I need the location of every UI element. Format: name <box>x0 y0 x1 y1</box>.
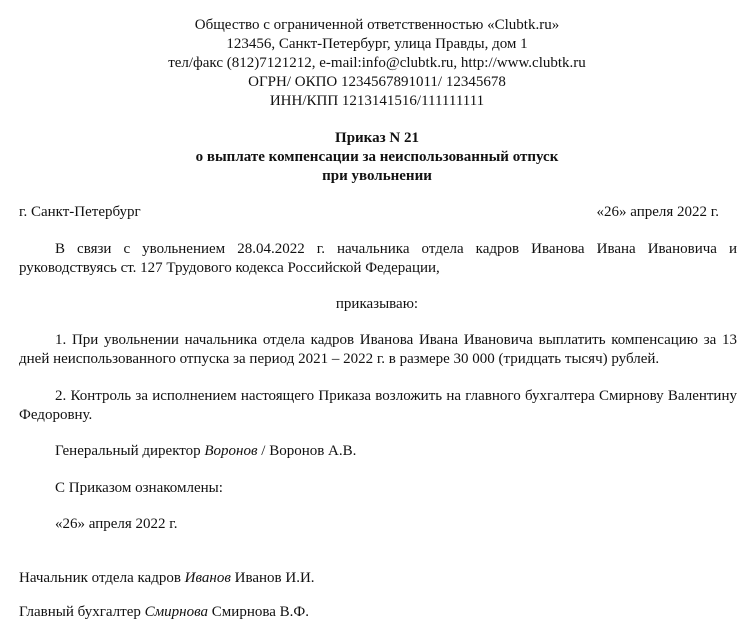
organization-name: Общество с ограниченной ответственностью «Clubtk.ru» <box>194 17 560 33</box>
place-date-row <box>19 203 719 222</box>
signer-name: Смирнова В.Ф. <box>211 604 309 620</box>
order-word: приказываю: <box>335 296 419 312</box>
signer-line <box>19 603 309 622</box>
organization-contacts: тел/факс (812)7121212, e-mail:info@clubtk.ru, http://www.clubtk.ru <box>168 55 586 71</box>
order-title: Приказ N 21 <box>335 130 419 146</box>
signer-name: Иванов И.И. <box>234 570 315 586</box>
signer-position: Начальник отдела кадров <box>19 570 181 586</box>
organization-header <box>0 16 754 111</box>
preamble-paragraph: В связи с увольнением 28.04.2022 г. начальника отдела кадров Иванова Ивана Ивановича и руководствуясь ст. 127 Трудового кодекса Российской Федерации, <box>19 241 737 276</box>
director-signature: Воронов <box>204 443 258 459</box>
order-subtitle-line2: при увольнении <box>322 168 432 184</box>
director-position: Генеральный директор <box>55 443 201 459</box>
signer-position: Главный бухгалтер <box>19 604 141 620</box>
signer-signature: Иванов <box>184 570 231 586</box>
organization-inn: ИНН/КПП 1213141516/111111111 <box>269 93 485 109</box>
signer-line <box>19 569 315 588</box>
director-name: Воронов А.В. <box>269 443 357 459</box>
director-signature-line <box>55 442 356 461</box>
acquaintance-date: «26» апреля 2022 г. <box>55 516 178 532</box>
order-item-1: 1. При увольнении начальника отдела кадров Иванова Ивана Ивановича выплатить компенсацию за 13 дней неиспользованного отпуска за период 2021 – 2022 г. в размере 30 000 (тридцать тысяч) рублей. <box>19 332 737 367</box>
acquaintance-label: С Приказом ознакомлены: <box>55 480 223 496</box>
order-subtitle-line1: о выплате компенсации за неиспользованный отпуск <box>195 149 559 165</box>
order-title-block <box>0 129 754 186</box>
order-date: «26» апреля 2022 г. <box>596 204 719 220</box>
order-item-2: 2. Контроль за исполнением настоящего Приказа возложить на главного бухгалтера Смирнову Валентину Федоровну. <box>19 388 737 423</box>
director-separator: / <box>261 443 266 459</box>
order-city: г. Санкт-Петербург <box>19 204 141 220</box>
signer-signature: Смирнова <box>144 604 209 620</box>
organization-ogrn: ОГРН/ ОКПО 1234567891011/ 12345678 <box>248 74 506 90</box>
organization-address: 123456, Санкт-Петербург, улица Правды, дом 1 <box>226 36 528 52</box>
